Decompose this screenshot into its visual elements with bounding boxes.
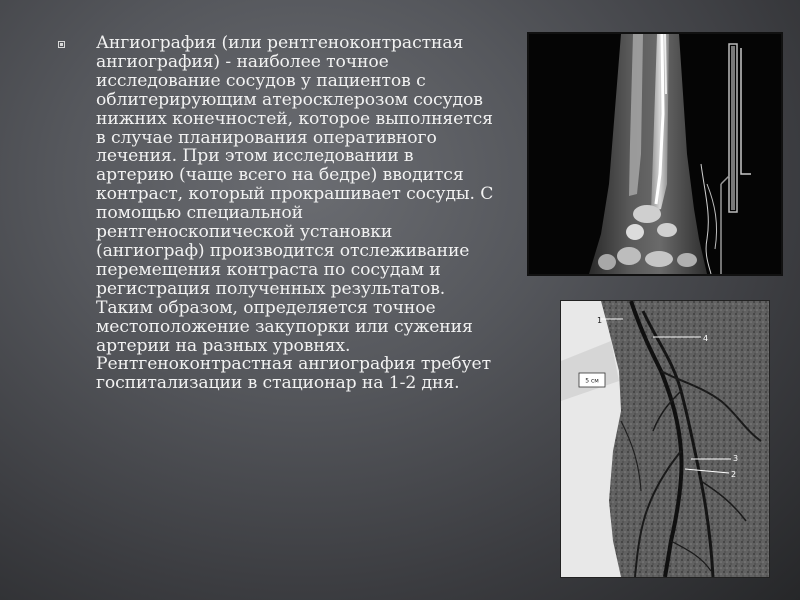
marker-1: 1 bbox=[597, 316, 603, 325]
scale-label: 5 см bbox=[585, 377, 599, 385]
angiogram-illustration bbox=[561, 301, 769, 577]
slide-body-text: Ангиография (или рентгеноконтрастная ангиография) - наиболее точное исследование сосудов у пациентов с облитерирующим атеросклерозом сосудов нижних конечностей, которое выполняется в случае планирования оперативного лечения. При этом исследовании в артерию (чаще всего на бедре) вводится контраст, который прокрашивает сосуды. С помощью специальной рентгеноскопической установки (ангиограф) производится отслеживание перемещения контраста по сосудам и регистрация полученных результатов. Таким образом, определяется точное местоположение закупорки или сужения артерии на разных уровнях. Рентгеноконтрастная ангиография требует госпитализации в стационар на 1-2 дня. bbox=[96, 33, 494, 394]
marker-4: 4 bbox=[703, 334, 709, 343]
marker-2: 2 bbox=[731, 470, 737, 479]
marker-3: 3 bbox=[733, 454, 739, 463]
ct-leg-illustration bbox=[529, 34, 781, 274]
square-bullet-icon bbox=[58, 41, 65, 48]
ct-angiography-image bbox=[527, 32, 783, 276]
angiogram-image bbox=[560, 300, 770, 578]
